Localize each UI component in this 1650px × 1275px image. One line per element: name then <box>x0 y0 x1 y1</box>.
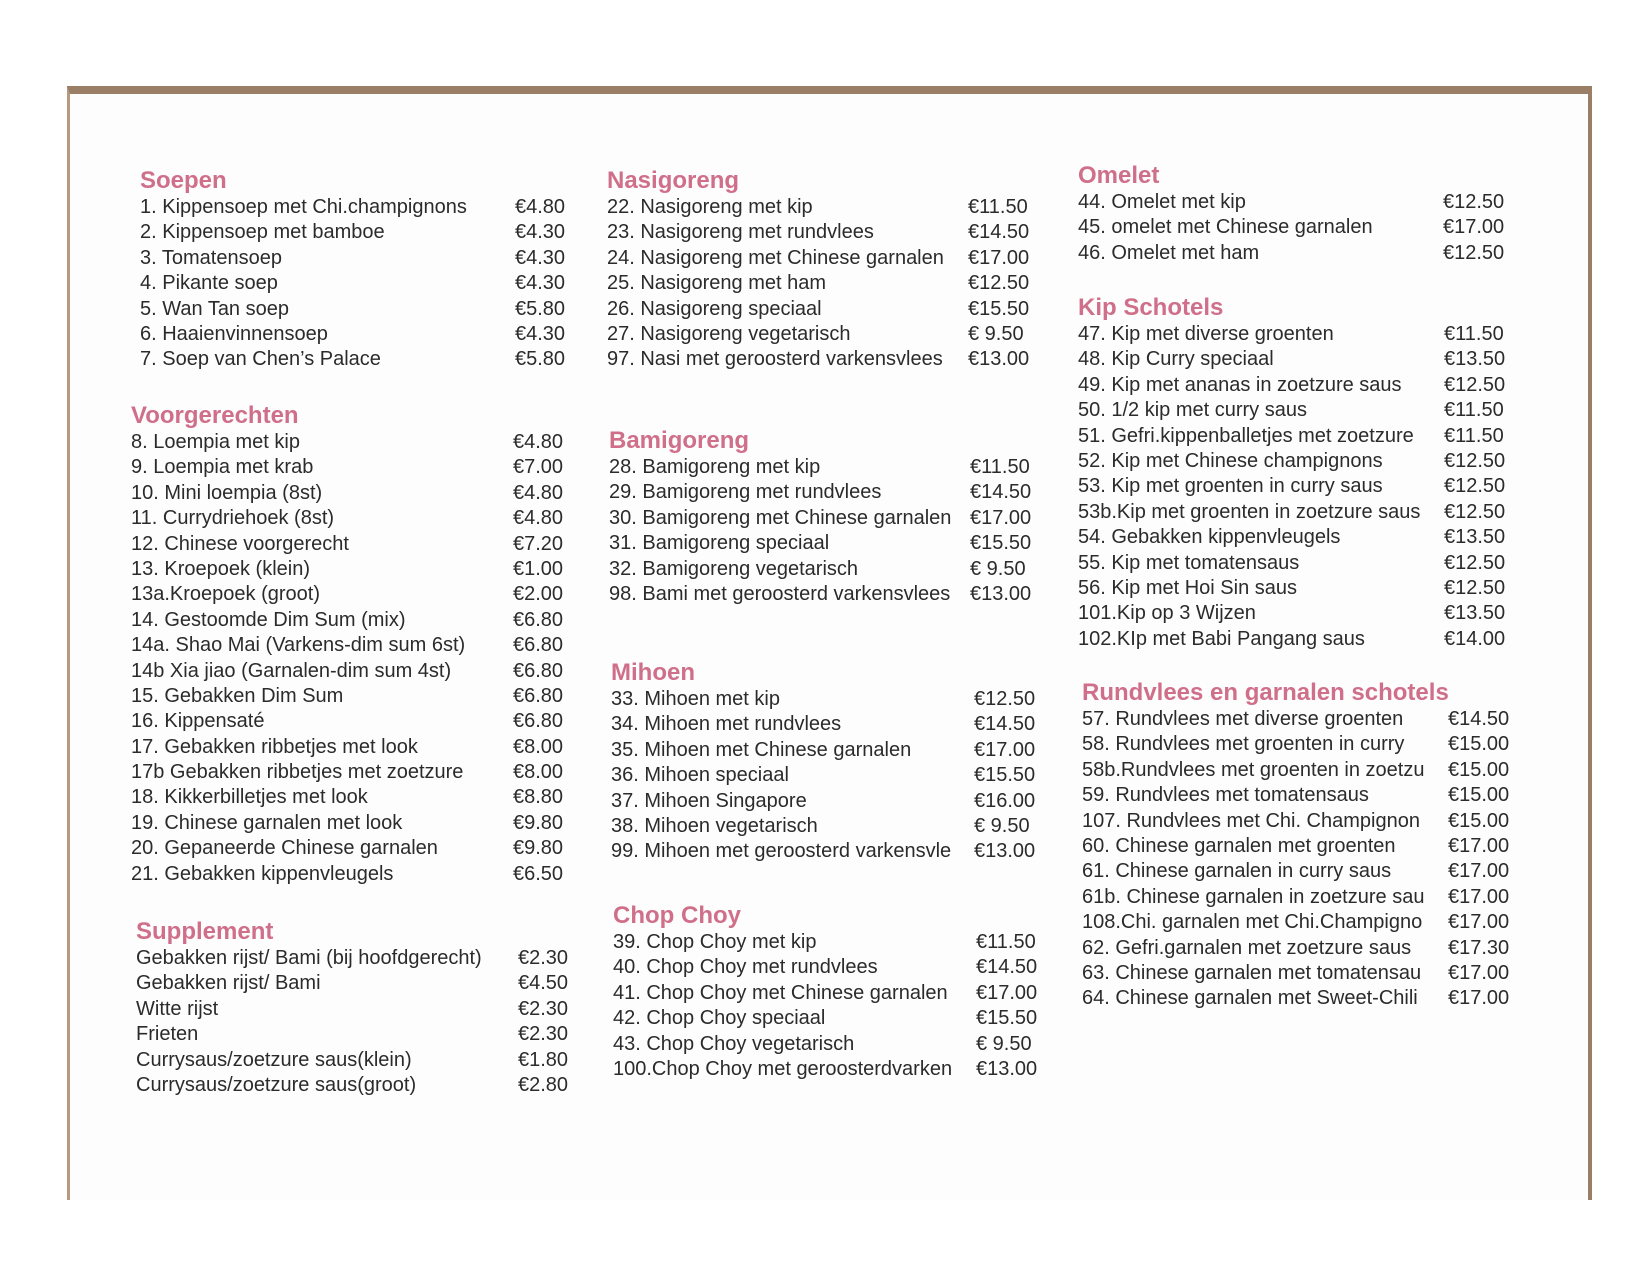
menu-item-price: €17.00 <box>976 981 1038 1004</box>
menu-item-price: €4.80 <box>515 196 566 218</box>
menu-item-name: 61. Chinese garnalen in curry saus <box>1082 860 1392 883</box>
menu-item-price: €17.00 <box>1448 834 1510 857</box>
menu-item <box>136 971 576 996</box>
menu-item-price: €12.50 <box>1444 475 1506 498</box>
menu-item-price: €12.50 <box>1444 551 1506 574</box>
menu-item <box>1082 758 1542 783</box>
menu-item-price: €13.00 <box>970 582 1032 605</box>
menu-item-price: €17.00 <box>1448 961 1510 984</box>
menu-item-name: 9. Loempia met krab <box>131 456 314 479</box>
menu-item <box>131 608 571 633</box>
menu-item-price: €13.00 <box>976 1057 1038 1080</box>
menu-item-name: 12. Chinese voorgerecht <box>131 532 349 555</box>
menu-item-price: €15.00 <box>1448 733 1510 756</box>
menu-item-name: 43. Chop Choy vegetarisch <box>613 1032 855 1055</box>
menu-item-price: €13.00 <box>974 840 1036 863</box>
menu-item-name: 26. Nasigoreng speciaal <box>607 297 822 320</box>
menu-item-name: 58. Rundvlees met groenten in curry <box>1082 733 1405 756</box>
menu-item-name: 42. Chop Choy speciaal <box>613 1007 826 1030</box>
menu-item-price: €15.00 <box>1448 784 1510 807</box>
menu-item-price: €16.00 <box>974 789 1036 812</box>
menu-item-name: 25. Nasigoreng met ham <box>607 272 827 295</box>
section-nasigoreng <box>607 168 1052 373</box>
menu-item <box>1082 910 1542 935</box>
menu-item-price: €4.50 <box>518 972 569 995</box>
menu-item <box>131 735 571 760</box>
menu-item-name: 38. Mihoen vegetarisch <box>611 814 818 837</box>
menu-item <box>607 322 1052 347</box>
menu-item-price: €17.00 <box>1443 216 1505 239</box>
menu-item-name: 37. Mihoen Singapore <box>611 789 807 812</box>
menu-item-price: €4.30 <box>515 246 566 269</box>
menu-item-price: €12.50 <box>1444 373 1506 396</box>
menu-item <box>1078 215 1538 240</box>
menu-item-price: €12.50 <box>1443 191 1505 213</box>
menu-item-price: €17.00 <box>974 738 1036 761</box>
menu-item-name: 10. Mini loempia (8st) <box>131 481 323 504</box>
menu-item <box>609 480 1054 505</box>
menu-item-price: €17.00 <box>968 246 1030 269</box>
menu-item-name: 54. Gebakken kippenvleugels <box>1078 526 1341 549</box>
menu-item-name: 63. Chinese garnalen met tomatensau <box>1082 961 1422 984</box>
menu-item-name: 14a. Shao Mai (Varkens-dim sum 6st) <box>131 634 466 657</box>
menu-item <box>136 1022 576 1047</box>
menu-item-name: 13. Kroepoek (klein) <box>131 557 310 580</box>
menu-item-name: 1. Kippensoep met Chi.champignons <box>140 196 467 218</box>
menu-item-name: Witte rijst <box>136 997 219 1020</box>
menu-item-name: 19. Chinese garnalen met look <box>131 811 403 834</box>
menu-item-name: 59. Rundvlees met tomatensaus <box>1082 784 1369 807</box>
menu-item-price: €17.00 <box>970 506 1032 529</box>
menu-item-name: Frieten <box>136 1023 199 1046</box>
menu-item-name: 23. Nasigoreng met rundvlees <box>607 221 874 244</box>
menu-item <box>609 455 1054 480</box>
menu-item <box>1082 707 1542 732</box>
menu-item-name: 40. Chop Choy met rundvlees <box>613 956 878 979</box>
section-title: Chop Choy <box>613 902 741 929</box>
menu-item-price: €14.50 <box>1448 708 1510 730</box>
menu-item-name: 32. Bamigoreng vegetarisch <box>609 557 859 580</box>
section-omelet <box>1078 163 1538 266</box>
menu-item-name: 102.KIp met Babi Pangang saus <box>1078 627 1365 650</box>
menu-item <box>613 981 1058 1006</box>
menu-item-name: 24. Nasigoreng met Chinese garnalen <box>607 246 944 269</box>
menu-item-name: 4. Pikante soep <box>140 272 278 295</box>
menu-item-name: Gebakken rijst/ Bami (bij hoofdgerecht) <box>136 947 482 969</box>
menu-item-name: 22. Nasigoreng met kip <box>607 196 813 218</box>
menu-item-price: €14.50 <box>974 713 1036 736</box>
menu-item <box>611 839 1056 864</box>
menu-item-name: 3. Tomatensoep <box>140 246 282 269</box>
menu-item-price: €2.30 <box>518 1023 569 1046</box>
section-rundvlees <box>1082 680 1542 1012</box>
section-title: Soepen <box>140 167 227 194</box>
section-voorgerechten <box>131 403 571 887</box>
menu-item-price: €2.30 <box>518 997 569 1020</box>
menu-item-price: €6.80 <box>513 710 564 733</box>
menu-item-price: €11.50 <box>1444 424 1504 447</box>
section-bamigoreng <box>609 428 1054 607</box>
menu-item-price: €11.50 <box>968 196 1028 218</box>
menu-item <box>131 506 571 531</box>
menu-item <box>131 811 571 836</box>
menu-item <box>1082 834 1542 859</box>
menu-item <box>1078 322 1538 347</box>
menu-item <box>613 930 1058 955</box>
menu-item <box>1082 783 1542 808</box>
menu-item-name: 58b.Rundvlees met groenten in zoetzu <box>1082 758 1425 781</box>
menu-item-price: €4.80 <box>513 431 564 453</box>
menu-item-price: €13.00 <box>968 348 1030 371</box>
menu-item-name: 48. Kip Curry speciaal <box>1078 348 1274 371</box>
section-title: Nasigoreng <box>607 167 740 194</box>
menu-item <box>131 582 571 607</box>
menu-item-name: 98. Bami met geroosterd varkensvlees <box>609 582 951 605</box>
menu-item <box>609 506 1054 531</box>
menu-item <box>607 347 1052 372</box>
menu-item-name: 33. Mihoen met kip <box>611 688 780 710</box>
menu-item <box>131 836 571 861</box>
menu-item-name: 108.Chi. garnalen met Chi.Champigno <box>1082 911 1423 934</box>
menu-item <box>131 760 571 785</box>
menu-item-price: €11.50 <box>970 456 1030 478</box>
menu-item-price: €2.00 <box>513 583 564 606</box>
menu-item-name: 60. Chinese garnalen met groenten <box>1082 834 1396 857</box>
menu-item <box>1078 373 1538 398</box>
menu-item-price: €14.50 <box>976 956 1038 979</box>
menu-item <box>1078 474 1538 499</box>
menu-item <box>609 582 1054 607</box>
menu-item <box>1078 576 1538 601</box>
menu-item-name: 11. Currydriehoek (8st) <box>131 507 335 530</box>
menu-item <box>613 955 1058 980</box>
menu-item <box>140 322 570 347</box>
menu-item <box>1078 627 1538 652</box>
menu-item-name: 35. Mihoen met Chinese garnalen <box>611 738 912 761</box>
menu-item-price: €11.50 <box>976 931 1036 953</box>
menu-item-price: €17.00 <box>1448 885 1510 908</box>
menu-item-price: €4.30 <box>515 221 566 244</box>
menu-item-name: 45. omelet met Chinese garnalen <box>1078 216 1373 239</box>
menu-item-name: 64. Chinese garnalen met Sweet-Chili <box>1082 987 1418 1010</box>
menu-item-price: €8.80 <box>513 786 564 809</box>
menu-item-price: €13.50 <box>1444 348 1506 371</box>
menu-item-price: €6.80 <box>513 608 564 631</box>
menu-item <box>613 1032 1058 1057</box>
menu-item-price: €14.50 <box>968 221 1030 244</box>
section-chop-choy <box>613 903 1058 1082</box>
menu-item-name: 36. Mihoen speciaal <box>611 764 789 787</box>
menu-item <box>140 297 570 322</box>
menu-item-name: 44. Omelet met kip <box>1078 191 1246 213</box>
menu-item-name: 55. Kip met tomatensaus <box>1078 551 1300 574</box>
menu-item-price: €15.50 <box>974 764 1036 787</box>
menu-item-name: 53. Kip met groenten in curry saus <box>1078 475 1383 498</box>
menu-item-name: 2. Kippensoep met bamboe <box>140 221 385 244</box>
menu-item-price: €4.80 <box>513 481 564 504</box>
menu-item-price: €15.50 <box>970 532 1032 555</box>
menu-item-price: €12.50 <box>974 688 1036 710</box>
section-title: Mihoen <box>611 659 695 686</box>
menu-item-price: €6.80 <box>513 634 564 657</box>
menu-item <box>131 557 571 582</box>
menu-item <box>131 455 571 480</box>
menu-item-name: 97. Nasi met geroosterd varkensvlees <box>607 348 943 371</box>
section-soepen <box>140 168 570 373</box>
menu-item-price: €7.00 <box>513 456 564 479</box>
menu-item <box>1082 859 1542 884</box>
section-title: Omelet <box>1078 162 1160 189</box>
menu-item-price: € 9.50 <box>968 322 1024 345</box>
menu-item <box>1078 424 1538 449</box>
menu-item-name: 21. Gebakken kippenvleugels <box>131 862 394 885</box>
menu-item-name: 107. Rundvlees met Chi. Champignon <box>1082 809 1420 832</box>
menu-item-price: €1.80 <box>518 1048 569 1071</box>
menu-item <box>611 814 1056 839</box>
menu-item-name: Currysaus/zoetzure saus(groot) <box>136 1073 417 1096</box>
menu-item-name: 62. Gefri.garnalen met zoetzure saus <box>1082 936 1412 959</box>
menu-item-name: 28. Bamigoreng met kip <box>609 456 821 478</box>
menu-item <box>1078 190 1538 215</box>
menu-item <box>131 659 571 684</box>
menu-item-price: €12.50 <box>1444 449 1506 472</box>
section-title: Bamigoreng <box>609 427 750 454</box>
menu-item <box>1078 551 1538 576</box>
menu-item <box>609 557 1054 582</box>
menu-item-price: €6.80 <box>513 684 564 707</box>
menu-item <box>613 1057 1058 1082</box>
menu-item-name: 99. Mihoen met geroosterd varkensvle <box>611 840 952 863</box>
section-title: Voorgerechten <box>131 402 299 429</box>
section-mihoen <box>611 660 1056 865</box>
menu-item-price: €15.00 <box>1448 758 1510 781</box>
menu-item-name: 31. Bamigoreng speciaal <box>609 532 830 555</box>
menu-item-price: €4.80 <box>513 507 564 530</box>
menu-item <box>1082 809 1542 834</box>
menu-item-name: 27. Nasigoreng vegetarisch <box>607 322 851 345</box>
menu-item <box>1078 347 1538 372</box>
menu-item-name: 47. Kip met diverse groenten <box>1078 323 1334 345</box>
menu-item <box>131 532 571 557</box>
menu-item <box>1082 986 1542 1011</box>
menu-item-price: €15.00 <box>1448 809 1510 832</box>
menu-item <box>1078 449 1538 474</box>
menu-item <box>1078 601 1538 626</box>
menu-item-name: 5. Wan Tan soep <box>140 297 289 320</box>
menu-item-price: €17.00 <box>1448 987 1510 1010</box>
menu-item <box>1082 732 1542 757</box>
menu-item-name: 6. Haaienvinnensoep <box>140 322 328 345</box>
menu-item-name: 41. Chop Choy met Chinese garnalen <box>613 981 948 1004</box>
menu-item-price: €12.50 <box>968 272 1030 295</box>
menu-item-name: 8. Loempia met kip <box>131 431 300 453</box>
menu-item <box>136 946 576 971</box>
menu-item-price: € 9.50 <box>974 814 1030 837</box>
menu-item-price: €15.50 <box>968 297 1030 320</box>
menu-item-name: 49. Kip met ananas in zoetzure saus <box>1078 373 1402 396</box>
menu-item-name: 39. Chop Choy met kip <box>613 931 817 953</box>
menu-item-price: €5.80 <box>515 348 566 371</box>
menu-item <box>1078 525 1538 550</box>
menu-item-name: 14. Gestoomde Dim Sum (mix) <box>131 608 406 631</box>
menu-item-name: 17b Gebakken ribbetjes met zoetzure <box>131 761 464 784</box>
menu-item <box>611 789 1056 814</box>
menu-item-name: 15. Gebakken Dim Sum <box>131 684 344 707</box>
menu-item <box>1082 936 1542 961</box>
menu-item <box>607 220 1052 245</box>
section-title: Supplement <box>136 918 274 945</box>
menu-item <box>131 785 571 810</box>
menu-item <box>140 195 570 220</box>
menu-item-price: €6.50 <box>513 862 564 885</box>
menu-item <box>607 297 1052 322</box>
menu-item-price: €12.50 <box>1443 241 1505 264</box>
menu-item-price: €11.50 <box>1444 323 1504 345</box>
menu-item <box>611 712 1056 737</box>
menu-item-price: €4.30 <box>515 322 566 345</box>
menu-item-price: € 9.50 <box>976 1032 1032 1055</box>
menu-item <box>140 271 570 296</box>
menu-item-name: 61b. Chinese garnalen in zoetzure sau <box>1082 885 1425 908</box>
menu-item <box>1082 961 1542 986</box>
menu-item <box>140 220 570 245</box>
menu-item-price: €2.30 <box>518 947 569 969</box>
section-kip-schotels <box>1078 295 1538 652</box>
menu-item-price: €15.50 <box>976 1007 1038 1030</box>
menu-item <box>131 862 571 887</box>
menu-item <box>607 271 1052 296</box>
menu-item-name: 17. Gebakken ribbetjes met look <box>131 735 418 758</box>
menu-item-name: 20. Gepaneerde Chinese garnalen <box>131 837 438 860</box>
menu-item <box>131 481 571 506</box>
menu-item-name: 53b.Kip met groenten in zoetzure saus <box>1078 500 1421 523</box>
menu-item <box>136 1048 576 1073</box>
menu-item-price: €12.50 <box>1444 500 1506 523</box>
menu-item-price: €14.00 <box>1444 627 1506 650</box>
menu-item-price: €1.00 <box>513 557 564 580</box>
menu-item-name: 51. Gefri.kippenballetjes met zoetzure <box>1078 424 1414 447</box>
menu-item <box>131 684 571 709</box>
menu-item-name: 56. Kip met Hoi Sin saus <box>1078 576 1297 599</box>
menu-item-name: 101.Kip op 3 Wijzen <box>1078 602 1256 625</box>
section-supplement <box>136 919 576 1098</box>
menu-item-price: € 9.50 <box>970 557 1026 580</box>
menu-item-name: Currysaus/zoetzure saus(klein) <box>136 1048 412 1071</box>
menu-item <box>607 195 1052 220</box>
menu-item-name: 14b Xia jiao (Garnalen-dim sum 4st) <box>131 659 452 682</box>
menu-item <box>131 633 571 658</box>
menu-item-price: €13.50 <box>1444 526 1506 549</box>
menu-item <box>131 430 571 455</box>
menu-item-price: €9.80 <box>513 837 564 860</box>
menu-item-name: 18. Kikkerbilletjes met look <box>131 786 368 809</box>
menu-item-name: Gebakken rijst/ Bami <box>136 972 321 995</box>
menu-item <box>611 763 1056 788</box>
menu-item-price: €9.80 <box>513 811 564 834</box>
menu-item <box>613 1006 1058 1031</box>
menu-item-name: 100.Chop Choy met geroosterdvarken <box>613 1057 953 1080</box>
menu-item <box>1082 885 1542 910</box>
menu-item-name: 50. 1/2 kip met curry saus <box>1078 399 1307 422</box>
menu-item-name: 29. Bamigoreng met rundvlees <box>609 481 882 504</box>
menu-item <box>140 347 570 372</box>
menu-item <box>1078 500 1538 525</box>
menu-item <box>1078 241 1538 266</box>
menu-item <box>136 1073 576 1098</box>
menu-item-name: 34. Mihoen met rundvlees <box>611 713 842 736</box>
menu-item <box>1078 398 1538 423</box>
menu-item-price: €13.50 <box>1444 602 1506 625</box>
menu-item-price: €17.00 <box>1448 911 1510 934</box>
section-title: Kip Schotels <box>1078 294 1224 321</box>
menu-item-price: €8.00 <box>513 761 564 784</box>
menu-item-price: €12.50 <box>1444 576 1506 599</box>
menu-item <box>609 531 1054 556</box>
menu-item-price: €5.80 <box>515 297 566 320</box>
menu-item <box>140 246 570 271</box>
menu-item-name: 7. Soep van Chen’s Palace <box>140 348 381 371</box>
menu-item <box>611 687 1056 712</box>
menu-item-name: 13a.Kroepoek (groot) <box>131 583 321 606</box>
menu-item-name: 16. Kippensaté <box>131 710 265 733</box>
menu-item <box>611 738 1056 763</box>
menu-item-price: €6.80 <box>513 659 564 682</box>
menu-item-price: €2.80 <box>518 1073 569 1096</box>
menu-item-price: €8.00 <box>513 735 564 758</box>
section-title: Rundvlees en garnalen schotels <box>1082 679 1449 706</box>
menu-item-price: €7.20 <box>513 532 564 555</box>
menu-item-name: 30. Bamigoreng met Chinese garnalen <box>609 506 952 529</box>
menu-item-name: 52. Kip met Chinese champignons <box>1078 449 1383 472</box>
menu-item-price: €14.50 <box>970 481 1032 504</box>
menu-item-price: €17.00 <box>1448 860 1510 883</box>
menu-item-price: €4.30 <box>515 272 566 295</box>
menu-item-name: 57. Rundvlees met diverse groenten <box>1082 708 1404 730</box>
menu-item-name: 46. Omelet met ham <box>1078 241 1260 264</box>
menu-item <box>136 997 576 1022</box>
menu-item <box>131 709 571 734</box>
menu-item-price: €11.50 <box>1444 399 1504 422</box>
menu-item-price: €17.30 <box>1448 936 1510 959</box>
menu-item <box>607 246 1052 271</box>
